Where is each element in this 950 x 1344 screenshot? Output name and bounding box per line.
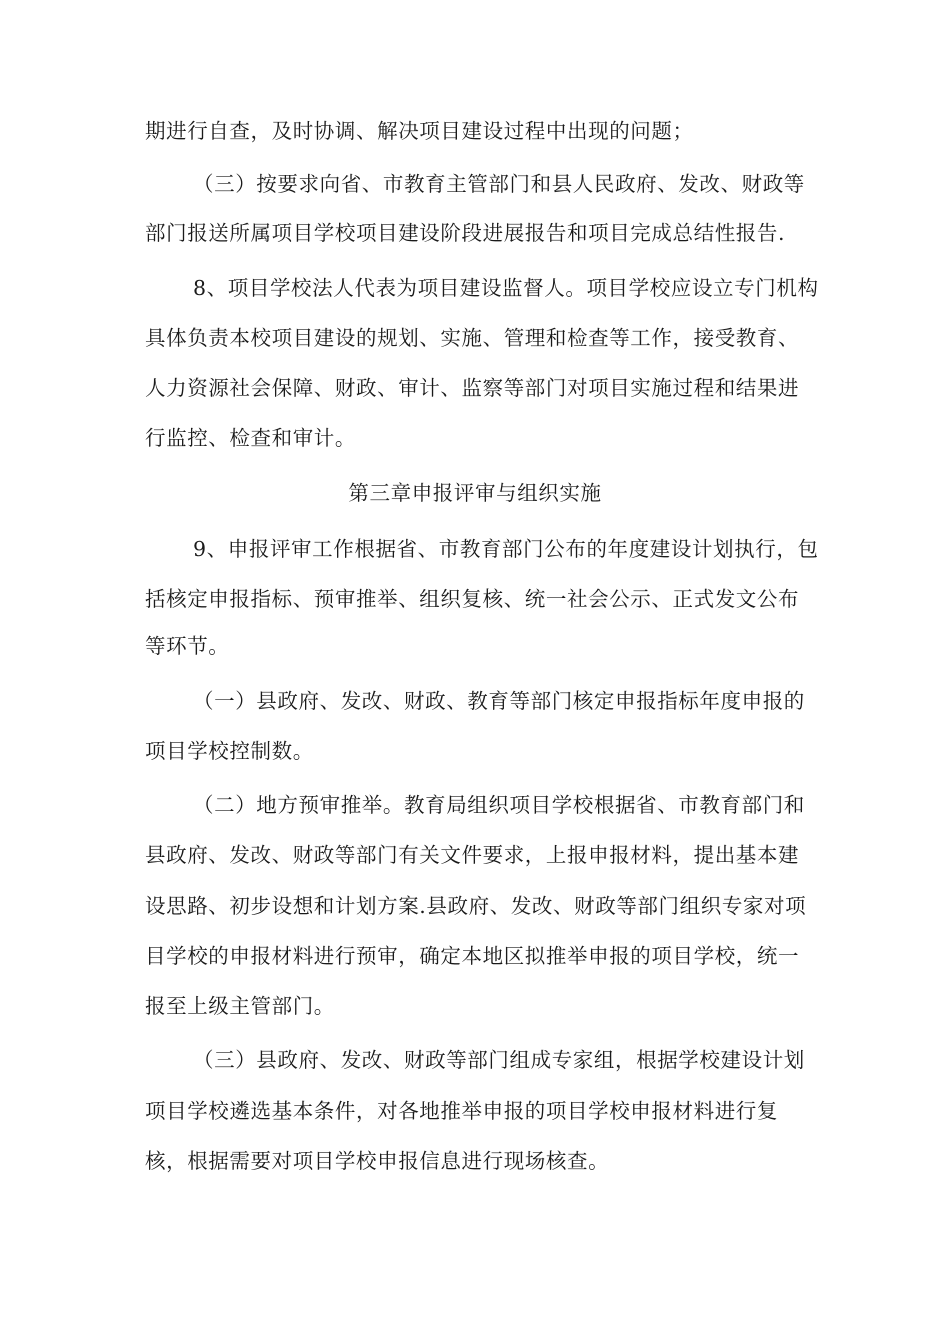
text-line: 9、申报评审工作根据省、市教育部门公布的年度建设计划执行，包 [193, 537, 819, 561]
text-line: 核，根据需要对项目学校申报信息进行现场核查。 [145, 1149, 610, 1173]
text-line: 项目学校控制数。 [145, 739, 314, 763]
text-line: （二）地方预审推举。教育局组织项目学校根据省、市教育部门和 [193, 793, 805, 817]
text-line: 项目学校遴选基本条件，对各地推举申报的项目学校申报材料进行复 [145, 1099, 778, 1123]
text-line: 部门报送所属项目学校项目建设阶段进展报告和项目完成总结性报告. [145, 221, 786, 245]
text-line: 8、项目学校法人代表为项目建设监督人。项目学校应设立专门机构 [193, 276, 819, 300]
text-line: 具体负责本校项目建设的规划、实施、管理和检查等工作，接受教育、 [145, 326, 800, 350]
text-line: 人力资源社会保障、财政、审计、监察等部门对项目实施过程和结果进 [145, 376, 800, 400]
text-line: 县政府、发改、财政等部门有关文件要求，上报申报材料，提出基本建 [145, 843, 800, 867]
text-line: 报至上级主管部门。 [145, 994, 335, 1018]
text-line: 目学校的申报材料进行预审，确定本地区拟推举申报的项目学校，统一 [145, 944, 800, 968]
text-line: 括核定申报指标、预审推举、组织复核、统一社会公示、正式发文公布 [145, 587, 800, 611]
text-line: 等环节。 [145, 634, 230, 658]
text-line: 行监控、检查和审计。 [145, 426, 356, 450]
text-line: （一）县政府、发改、财政、教育等部门核定申报指标年度申报的 [193, 689, 805, 713]
text-line: 设思路、初步设想和计划方案.县政府、发改、财政等部门组织专家对项 [145, 894, 807, 918]
text-line: （三）按要求向省、市教育主管部门和县人民政府、发改、财政等 [193, 172, 805, 196]
text-line: 期进行自查，及时协调、解决项目建设过程中出现的问题； [145, 119, 694, 143]
text-line: （三）县政府、发改、财政等部门组成专家组，根据学校建设计划 [193, 1048, 805, 1072]
chapter-heading: 第三章申报评审与组织实施 [348, 481, 602, 505]
